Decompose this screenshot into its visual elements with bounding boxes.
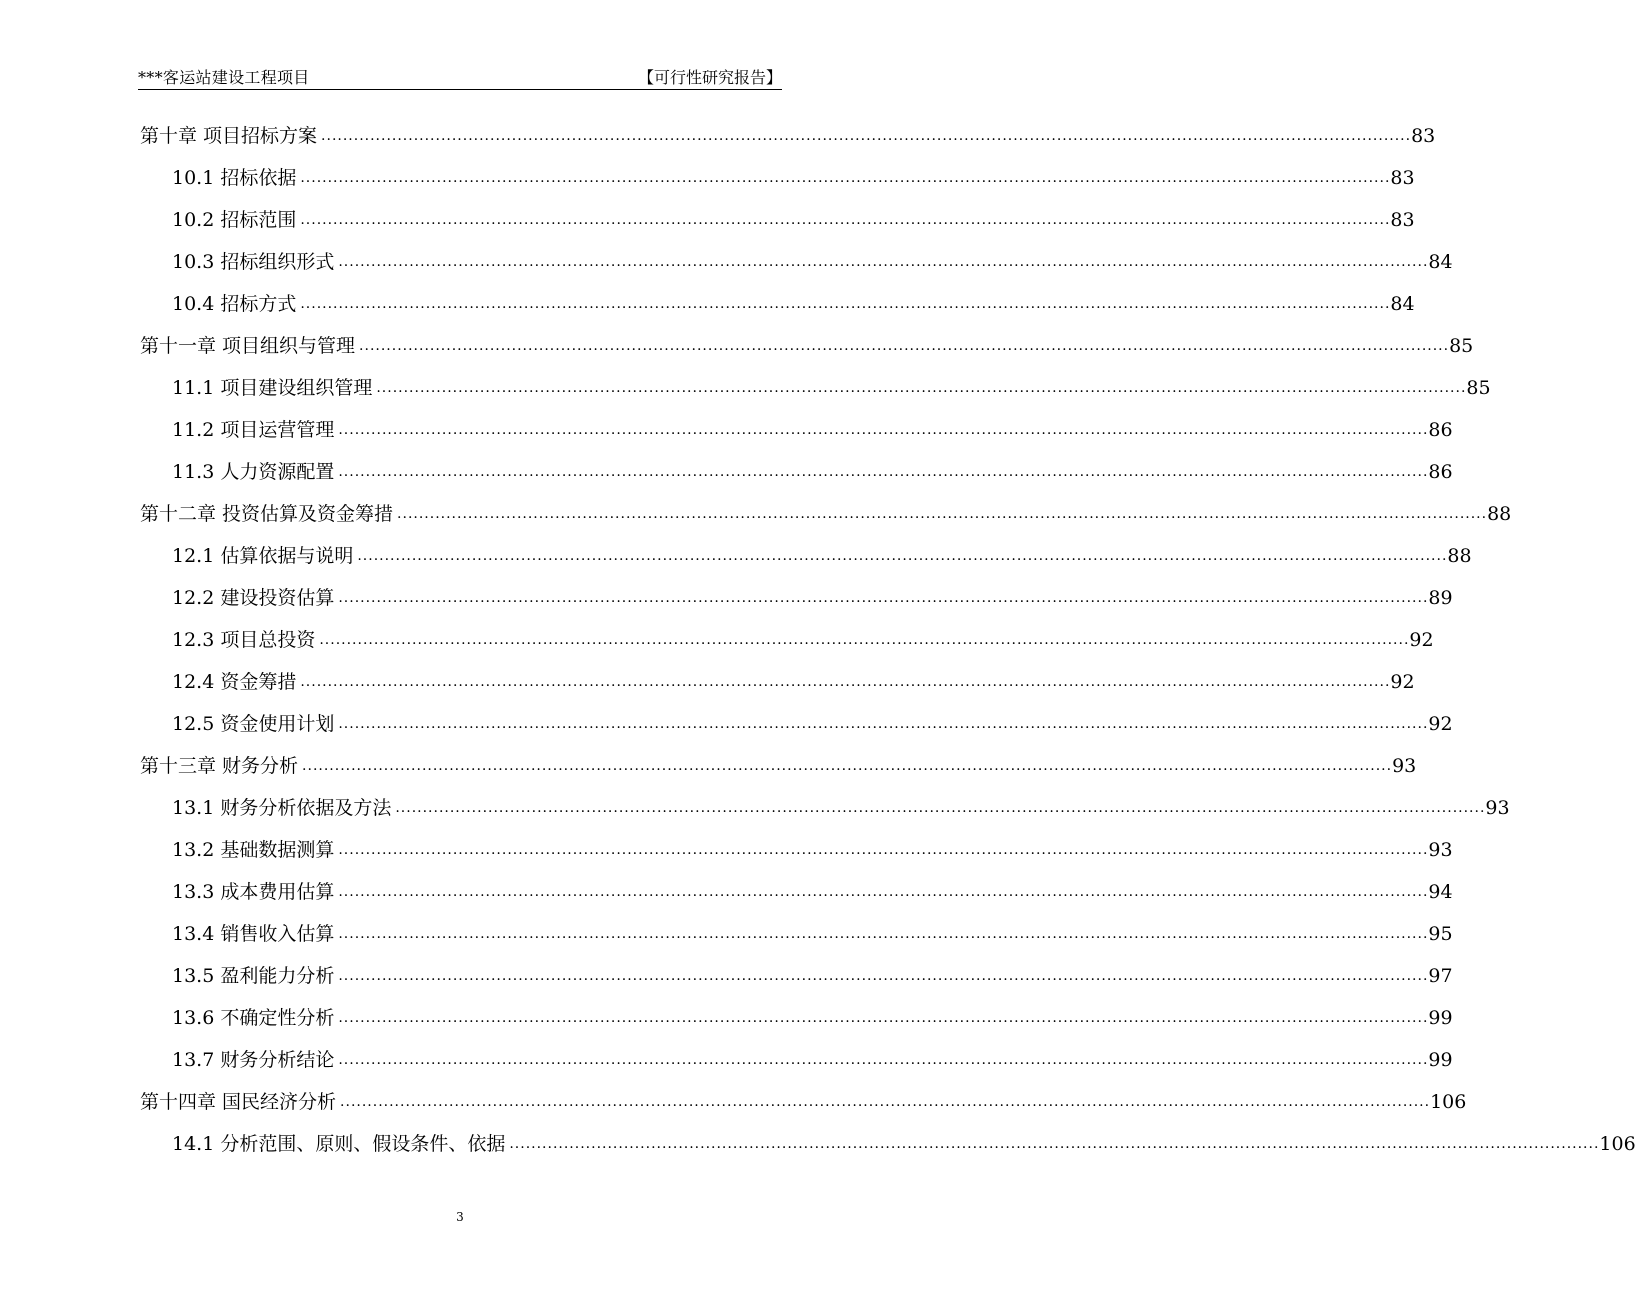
toc-section-entry[interactable] (0, 189, 1415, 231)
dot-leader: ........................................................................................................................................................................................................ (319, 632, 1410, 648)
toc-entry-title: 第十一章 项目组织与管理 (140, 335, 356, 357)
toc-entry-page-number: 85 (1466, 377, 1491, 399)
dot-leader: ........................................................................................................................................................................................................ (338, 926, 1429, 942)
dot-leader: ........................................................................................................................................................................................................ (338, 254, 1429, 270)
toc-entry-title: 12.5 资金使用计划 (172, 713, 335, 735)
dot-leader: ........................................................................................................................................................................................................ (338, 842, 1429, 858)
toc-entry-title: 13.4 销售收入估算 (172, 923, 335, 945)
toc-entry-page-number: 93 (1428, 839, 1453, 861)
toc-entry-page-number: 92 (1409, 629, 1434, 651)
toc-section-entry[interactable] (0, 567, 1453, 609)
toc-entry-title: 11.1 项目建设组织管理 (172, 377, 373, 399)
toc-entry-title: 11.3 人力资源配置 (172, 461, 335, 483)
toc-chapter-entry[interactable] (0, 1071, 1467, 1113)
header-project-title: ***客运站建设工程项目 (138, 68, 310, 87)
toc-entry-title: 10.2 招标范围 (172, 209, 297, 231)
toc-entry-title: 13.1 财务分析依据及方法 (172, 797, 392, 819)
dot-leader: ........................................................................................................................................................................................................ (340, 1094, 1431, 1110)
toc-entry-page-number: 99 (1428, 1007, 1453, 1029)
toc-entry-page-number: 86 (1428, 419, 1453, 441)
toc-section-entry[interactable] (0, 903, 1453, 945)
toc-entry-page-number: 106 (1599, 1133, 1636, 1155)
dot-leader: ........................................................................................................................................................................................................ (509, 1136, 1600, 1152)
dot-leader: ........................................................................................................................................................................................................ (300, 212, 1391, 228)
toc-entry-page-number: 88 (1447, 545, 1472, 567)
toc-entry-title: 13.6 不确定性分析 (172, 1007, 335, 1029)
header-divider (138, 89, 782, 90)
dot-leader: ........................................................................................................................................................................................................ (376, 380, 1467, 396)
toc-entry-title: 10.1 招标依据 (172, 167, 297, 189)
toc-entry-page-number: 89 (1428, 587, 1453, 609)
toc-section-entry[interactable] (0, 945, 1453, 987)
toc-section-entry[interactable] (0, 441, 1453, 483)
toc-section-entry[interactable] (0, 693, 1453, 735)
page-number: 3 (456, 1210, 464, 1224)
toc-section-entry[interactable] (0, 819, 1453, 861)
toc-entry-page-number: 97 (1428, 965, 1453, 987)
dot-leader: ........................................................................................................................................................................................................ (338, 1010, 1429, 1026)
toc-entry-title: 12.2 建设投资估算 (172, 587, 335, 609)
dot-leader: ........................................................................................................................................................................................................ (338, 422, 1429, 438)
toc-entry-title: 10.4 招标方式 (172, 293, 297, 315)
toc-entry-page-number: 85 (1449, 335, 1474, 357)
toc-entry-title: 10.3 招标组织形式 (172, 251, 335, 273)
dot-leader: ........................................................................................................................................................................................................ (338, 716, 1429, 732)
toc-section-entry[interactable] (0, 651, 1415, 693)
toc-entry-page-number: 83 (1390, 209, 1415, 231)
toc-section-entry[interactable] (0, 609, 1434, 651)
toc-entry-title: 第十二章 投资估算及资金筹措 (140, 503, 394, 525)
dot-leader: ........................................................................................................................................................................................................ (321, 128, 1412, 144)
dot-leader: ........................................................................................................................................................................................................ (357, 548, 1448, 564)
dot-leader: ........................................................................................................................................................................................................ (338, 590, 1429, 606)
toc-entry-title: 13.2 基础数据测算 (172, 839, 335, 861)
dot-leader: ........................................................................................................................................................................................................ (300, 674, 1391, 690)
toc-entry-title: 13.7 财务分析结论 (172, 1049, 335, 1071)
toc-entry-page-number: 92 (1428, 713, 1453, 735)
toc-section-entry[interactable] (0, 147, 1415, 189)
toc-entry-title: 13.5 盈利能力分析 (172, 965, 335, 987)
toc-section-entry[interactable] (0, 777, 1510, 819)
toc-chapter-entry[interactable] (0, 735, 1417, 777)
header-report-type: 【可行性研究报告】 (637, 68, 782, 87)
toc-entry-page-number: 83 (1390, 167, 1415, 189)
toc-entry-page-number: 99 (1428, 1049, 1453, 1071)
toc-entry-page-number: 86 (1428, 461, 1453, 483)
toc-section-entry[interactable] (0, 273, 1415, 315)
dot-leader: ........................................................................................................................................................................................................ (300, 296, 1391, 312)
toc-entry-page-number: 106 (1430, 1091, 1467, 1113)
dot-leader: ........................................................................................................................................................................................................ (300, 170, 1391, 186)
toc-entry-page-number: 93 (1485, 797, 1510, 819)
toc-section-entry[interactable] (0, 399, 1453, 441)
toc-section-entry[interactable] (0, 861, 1453, 903)
toc-entry-page-number: 83 (1411, 125, 1436, 147)
dot-leader: ........................................................................................................................................................................................................ (397, 506, 1488, 522)
toc-entry-title: 12.4 资金筹措 (172, 671, 297, 693)
toc-entry-page-number: 84 (1390, 293, 1415, 315)
toc-entry-title: 第十章 项目招标方案 (140, 125, 318, 147)
dot-leader: ........................................................................................................................................................................................................ (395, 800, 1486, 816)
dot-leader: ........................................................................................................................................................................................................ (359, 338, 1450, 354)
toc-entry-page-number: 94 (1428, 881, 1453, 903)
toc-entry-page-number: 92 (1390, 671, 1415, 693)
toc-chapter-entry[interactable] (0, 483, 1512, 525)
dot-leader: ........................................................................................................................................................................................................ (338, 884, 1429, 900)
page-header (138, 62, 782, 88)
toc-section-entry[interactable] (0, 1029, 1453, 1071)
toc-entry-title: 第十三章 财务分析 (140, 755, 299, 777)
table-of-contents (0, 105, 1636, 1155)
dot-leader: ........................................................................................................................................................................................................ (338, 968, 1429, 984)
dot-leader: ........................................................................................................................................................................................................ (338, 464, 1429, 480)
toc-entry-title: 13.3 成本费用估算 (172, 881, 335, 903)
toc-entry-title: 12.1 估算依据与说明 (172, 545, 354, 567)
toc-chapter-entry[interactable] (0, 105, 1436, 147)
toc-entry-title: 11.2 项目运营管理 (172, 419, 335, 441)
toc-entry-page-number: 93 (1392, 755, 1417, 777)
dot-leader: ........................................................................................................................................................................................................ (338, 1052, 1429, 1068)
toc-entry-title: 第十四章 国民经济分析 (140, 1091, 337, 1113)
toc-section-entry[interactable] (0, 1113, 1636, 1155)
toc-section-entry[interactable] (0, 987, 1453, 1029)
toc-chapter-entry[interactable] (0, 315, 1474, 357)
toc-entry-title: 12.3 项目总投资 (172, 629, 316, 651)
toc-entry-page-number: 84 (1428, 251, 1453, 273)
toc-entry-page-number: 95 (1428, 923, 1453, 945)
dot-leader: ........................................................................................................................................................................................................ (302, 758, 1393, 774)
toc-entry-title: 14.1 分析范围、原则、假设条件、依据 (172, 1133, 506, 1155)
toc-entry-page-number: 88 (1487, 503, 1512, 525)
toc-section-entry[interactable] (0, 357, 1491, 399)
toc-section-entry[interactable] (0, 231, 1453, 273)
toc-section-entry[interactable] (0, 525, 1472, 567)
